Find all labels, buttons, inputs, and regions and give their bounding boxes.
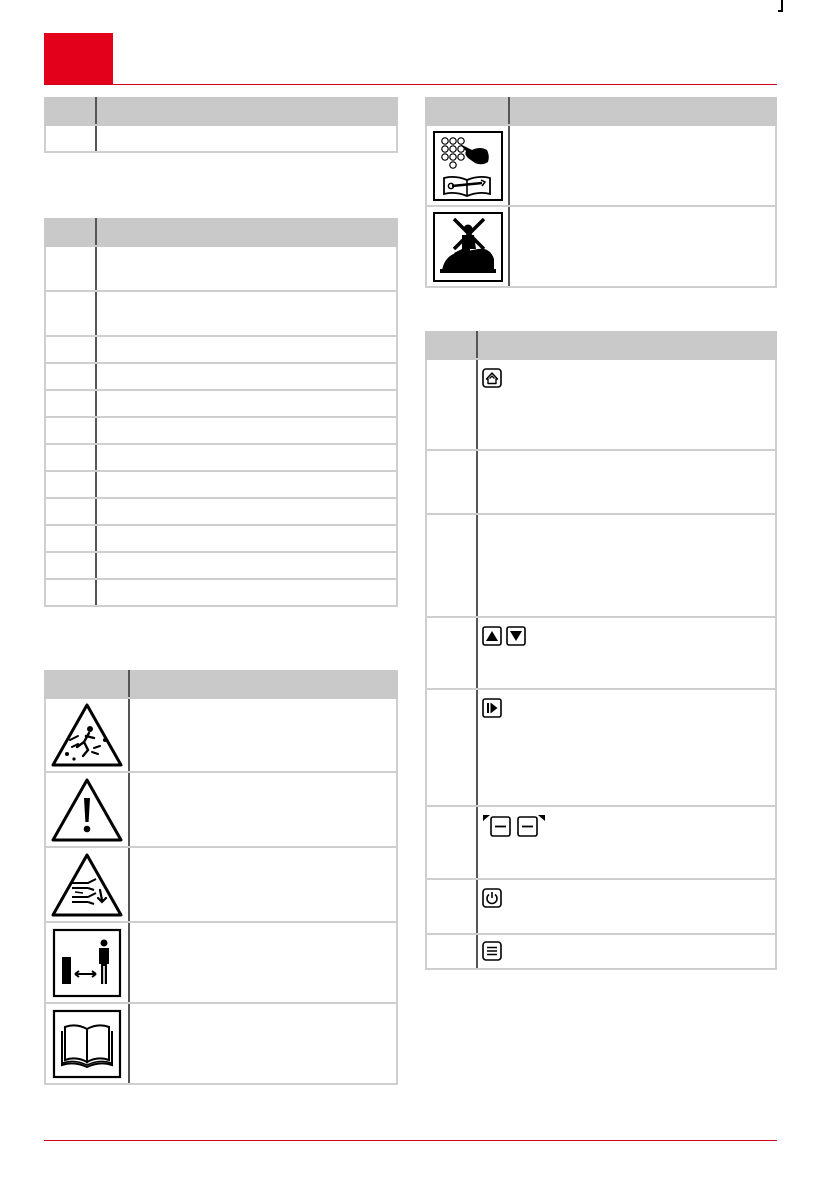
table-header-cell — [45, 98, 96, 125]
table-header-cell — [509, 98, 776, 125]
table-row — [45, 417, 397, 444]
home-button-icon — [482, 368, 502, 388]
crop-mark — [778, 0, 783, 12]
blade-cut-hazard-icon — [46, 852, 128, 918]
table-row — [45, 1003, 397, 1084]
table-header-cell — [45, 219, 96, 246]
table-row — [45, 552, 397, 579]
table-2 — [44, 218, 398, 607]
table-row — [45, 525, 397, 552]
table-5-buttons — [425, 331, 777, 970]
right-select-button-icon — [516, 813, 546, 837]
table-3-safety-symbols — [44, 670, 398, 1085]
table-row — [45, 922, 397, 1003]
table-header-cell — [45, 671, 129, 698]
chapter-tab — [44, 33, 113, 84]
table-row — [426, 359, 776, 450]
table-header-cell — [426, 332, 477, 359]
table-header-cell — [96, 98, 397, 125]
table-row — [426, 934, 776, 969]
table-row — [426, 689, 776, 806]
pin-code-manual-icon — [427, 130, 508, 202]
table-row — [426, 806, 776, 879]
table-row — [426, 206, 776, 287]
table-row — [426, 125, 776, 206]
table-row — [426, 450, 776, 514]
table-row — [45, 698, 397, 772]
table-4-symbols — [425, 97, 777, 288]
table-row — [426, 514, 776, 617]
table-row — [45, 847, 397, 922]
table-row — [45, 246, 397, 291]
table-row — [45, 363, 397, 390]
table-row — [45, 444, 397, 471]
footer-rule — [44, 1140, 777, 1141]
power-button-icon — [482, 888, 502, 908]
read-manual-icon — [46, 1009, 128, 1079]
arrow-up-button-icon — [482, 626, 502, 646]
table-row — [426, 617, 776, 689]
table-row — [45, 498, 397, 525]
table-row — [426, 879, 776, 934]
table-header-cell — [96, 219, 397, 246]
play-start-button-icon — [482, 698, 502, 718]
header-rule — [44, 84, 777, 85]
table-header-cell — [129, 671, 397, 698]
warning-exclamation-icon — [46, 777, 128, 843]
no-riding-on-mower-icon — [427, 211, 508, 283]
table-header-cell — [426, 98, 509, 125]
table-1 — [44, 97, 398, 153]
table-row — [45, 125, 397, 152]
table-row — [45, 772, 397, 847]
arrow-down-button-icon — [506, 626, 526, 646]
left-select-button-icon — [482, 813, 512, 837]
keep-distance-icon — [46, 928, 128, 998]
table-row — [45, 291, 397, 336]
table-header-cell — [477, 332, 776, 359]
table-row — [45, 471, 397, 498]
table-row — [45, 579, 397, 606]
menu-button-icon — [482, 941, 502, 961]
thrown-object-hazard-icon — [46, 702, 128, 768]
table-row — [45, 336, 397, 363]
table-row — [45, 390, 397, 417]
